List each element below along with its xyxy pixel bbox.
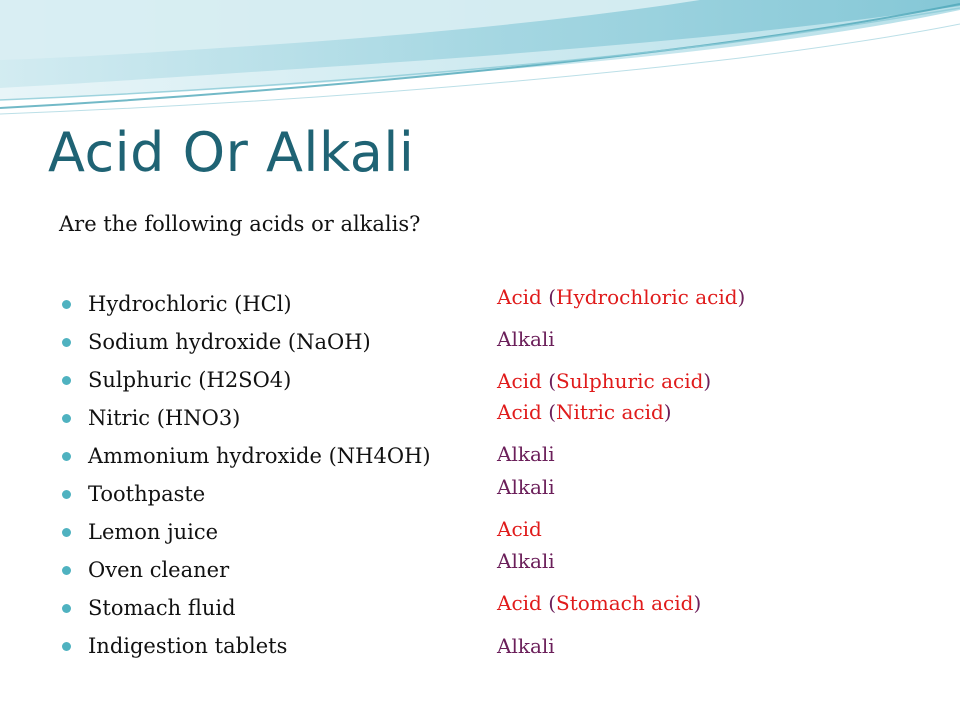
list-item [62,437,431,475]
list-item [62,513,431,551]
answer-ammonium-hydroxide: Alkali [497,442,555,466]
item-label: Hydrochloric (HCl) [88,292,292,316]
answer-indigestion-tablets: Alkali [497,634,555,658]
item-label: Indigestion tablets [88,634,288,658]
bullet-icon [62,566,71,575]
list-item [62,475,431,513]
bullet-icon [62,376,71,385]
list-item [62,589,431,627]
item-label: Nitric (HNO3) [88,406,241,430]
answer-nitric: Acid (Nitric acid) [497,400,672,424]
bullet-icon [62,528,71,537]
slide-title: Acid Or Alkali [48,121,415,184]
bullet-icon [62,490,71,499]
answer-oven-cleaner: Alkali [497,549,555,573]
answer-hydrochloric: Acid (Hydrochloric acid) [497,285,746,309]
item-label: Stomach fluid [88,596,236,620]
answer-sodium-hydroxide: Alkali [497,327,555,351]
answer-lemon-juice: Acid [497,517,542,541]
list-item [62,551,431,589]
item-label: Sodium hydroxide (NaOH) [88,330,371,354]
item-label: Sulphuric (H2SO4) [88,368,292,392]
bullet-icon [62,414,71,423]
item-label: Oven cleaner [88,558,230,582]
list-item [62,627,431,665]
answer-stomach-fluid: Acid (Stomach acid) [497,591,702,615]
substance-list [62,285,431,665]
bullet-icon [62,452,71,461]
bullet-icon [62,642,71,651]
list-item [62,323,431,361]
item-label: Toothpaste [88,482,206,506]
bullet-icon [62,338,71,347]
item-label: Ammonium hydroxide (NH4OH) [88,444,431,468]
bullet-icon [62,300,71,309]
answer-toothpaste: Alkali [497,475,555,499]
list-item [62,285,431,323]
answer-sulphuric: Acid (Sulphuric acid) [497,369,712,393]
bullet-icon [62,604,71,613]
list-item [62,399,431,437]
header-wave-decoration [0,0,960,120]
item-label: Lemon juice [88,520,219,544]
list-item [62,361,431,399]
intro-question: Are the following acids or alkalis? [59,212,421,236]
